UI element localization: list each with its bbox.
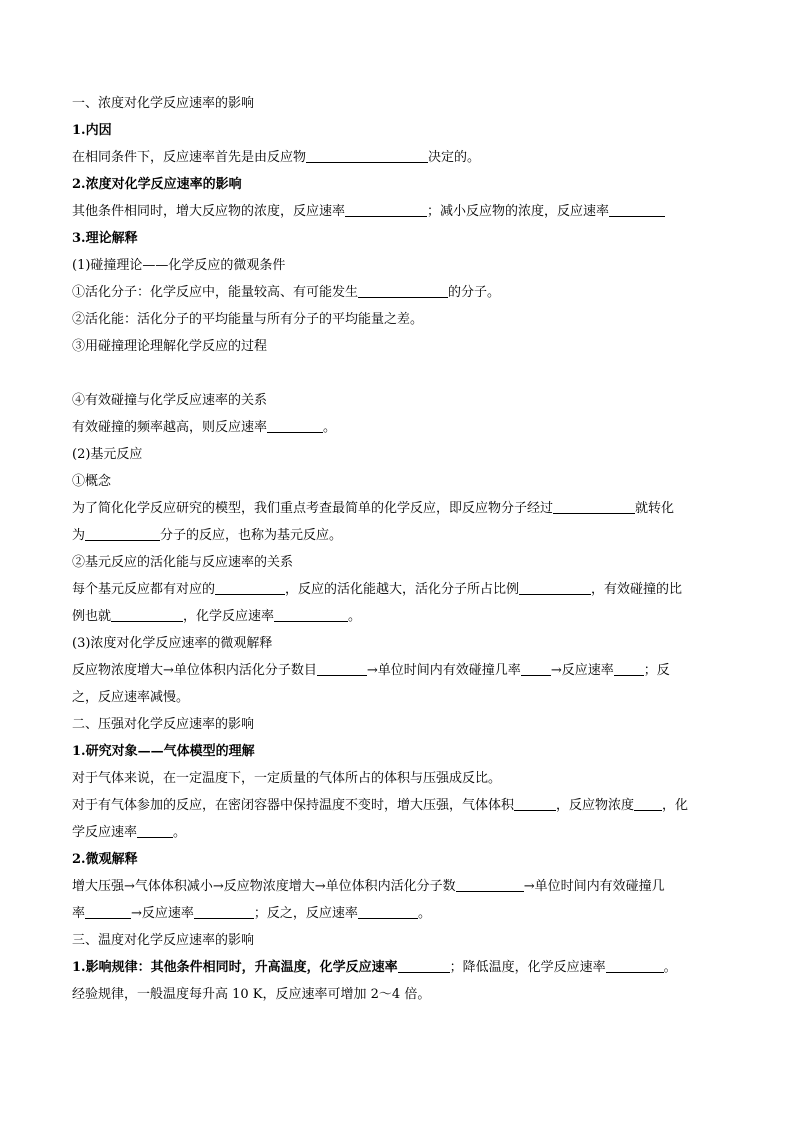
line-gas-model-2 xyxy=(72,792,724,819)
text: ，化学反应速率 xyxy=(183,609,275,624)
fill-blank[interactable] xyxy=(606,958,664,973)
text: ；反之，反应速率 xyxy=(253,906,358,921)
heading-pressure-micro: 2.微观解释 xyxy=(72,852,138,867)
line-pressure-micro-2 xyxy=(72,900,724,927)
line-temperature-rule xyxy=(72,954,724,981)
fill-blank[interactable] xyxy=(111,607,183,622)
text: 。 xyxy=(323,420,337,435)
heading-gas-model: 1.研究对象——气体模型的理解 xyxy=(72,744,255,759)
line-activation-rate-relation: ②基元反应的活化能与反应速率的关系 xyxy=(72,555,294,570)
text: ；减小反应物的浓度，反应速率 xyxy=(427,204,610,219)
section-2-title: 二、压强对化学反应速率的影响 xyxy=(72,717,255,732)
fill-blank[interactable] xyxy=(519,580,591,595)
line-concept: ①概念 xyxy=(72,474,112,489)
line-relation-1 xyxy=(72,576,724,603)
section-1-title: 一、浓度对化学反应速率的影响 xyxy=(72,96,255,111)
fill-blank[interactable] xyxy=(317,661,367,676)
line-gas-model-1: 对于气体来说，在一定温度下，一定质量的气体所占的体积与压强成反比。 xyxy=(72,771,502,786)
text: →反应速率 xyxy=(131,906,194,921)
fill-blank[interactable] xyxy=(194,904,254,919)
text: →单位时间内有效碰撞几 xyxy=(523,879,665,894)
document-page xyxy=(72,90,724,1008)
text: 分子的反应，也称为基元反应。 xyxy=(160,528,343,543)
text: 决定的。 xyxy=(428,150,481,165)
text: 。 xyxy=(417,906,431,921)
line-empirical-rule: 经验规律，一般温度每升高 10 K，反应速率可增加 2～4 倍。 xyxy=(72,987,431,1002)
heading-collision-theory: (1)碰撞理论——化学反应的微观条件 xyxy=(72,258,286,273)
fill-blank[interactable] xyxy=(456,877,524,892)
fill-blank[interactable] xyxy=(85,526,160,541)
text: →单位时间内有效碰撞几率 xyxy=(366,663,521,678)
line-activation-energy: ②活化能：活化分子的平均能量与所有分子的平均能量之差。 xyxy=(72,312,424,327)
heading-micro-explanation: (3)浓度对化学反应速率的微观解释 xyxy=(72,636,273,651)
text: 增大压强→气体体积减小→反应物浓度增大→单位体积内活化分子数 xyxy=(72,879,456,894)
text: 其他条件相同时，增大反应物的浓度，反应速率 xyxy=(72,204,346,219)
text: ，反应物浓度 xyxy=(556,798,635,813)
heading-internal-cause: 1.内因 xyxy=(72,123,112,138)
text: 学反应速率 xyxy=(72,825,138,840)
text: 为 xyxy=(72,528,86,543)
text: 每个基元反应都有对应的 xyxy=(72,582,216,597)
text: ，有效碰撞的比 xyxy=(591,582,683,597)
text: ，化 xyxy=(662,798,689,813)
line-micro-1 xyxy=(72,657,724,684)
text: 为了简化化学反应研究的模型，我们重点考查最简单的化学反应，即反应物分子经过 xyxy=(72,501,554,516)
line-gas-model-3 xyxy=(72,819,724,846)
fill-blank[interactable] xyxy=(521,661,551,676)
text: →反应速率 xyxy=(550,663,614,678)
line-effective-collision: ④有效碰撞与化学反应速率的关系 xyxy=(72,393,268,408)
line-micro-2: 之，反应速率减慢。 xyxy=(72,690,190,705)
line-relation-2 xyxy=(72,603,724,630)
line-effective-collision-rate xyxy=(72,414,724,441)
text: ；降低温度，化学反应速率 xyxy=(449,960,606,975)
fill-blank[interactable] xyxy=(358,904,418,919)
text: 。 xyxy=(663,960,677,975)
text: 率 xyxy=(72,906,86,921)
text: 就转化 xyxy=(635,501,675,516)
fill-blank[interactable] xyxy=(215,580,285,595)
fill-blank[interactable] xyxy=(614,661,644,676)
line-pressure-micro-1 xyxy=(72,873,724,900)
line-concentration-effect xyxy=(72,198,724,225)
heading-concentration-effect: 2.浓度对化学反应速率的影响 xyxy=(72,177,242,192)
line-activated-molecule xyxy=(72,279,724,306)
fill-blank[interactable] xyxy=(306,148,428,163)
text: 1.影响规律：其他条件相同时，升高温度，化学反应速率 xyxy=(72,960,398,975)
fill-blank[interactable] xyxy=(137,823,173,838)
line-collision-process: ③用碰撞理论理解化学反应的过程 xyxy=(72,339,268,354)
text: 对于有气体参加的反应，在密闭容器中保持温度不变时，增大压强，气体体积 xyxy=(72,798,515,813)
fill-blank[interactable] xyxy=(514,796,556,811)
fill-blank[interactable] xyxy=(609,202,665,217)
figure-space xyxy=(72,360,724,387)
text: 。 xyxy=(173,825,187,840)
fill-blank[interactable] xyxy=(634,796,662,811)
text: ；反 xyxy=(643,663,670,678)
text: 有效碰撞的频率越高，则反应速率 xyxy=(72,420,268,435)
section-3-title: 三、温度对化学反应速率的影响 xyxy=(72,933,255,948)
text: 反应物浓度增大→单位体积内活化分子数目 xyxy=(72,663,317,678)
fill-blank[interactable] xyxy=(267,418,323,433)
text: 在相同条件下，反应速率首先是由反应物 xyxy=(72,150,307,165)
heading-theory: 3.理论解释 xyxy=(72,231,138,246)
fill-blank[interactable] xyxy=(85,904,131,919)
text: 例也就 xyxy=(72,609,112,624)
text: 的分子。 xyxy=(448,285,501,300)
fill-blank[interactable] xyxy=(398,958,450,973)
text: 。 xyxy=(348,609,362,624)
line-internal-cause xyxy=(72,144,724,171)
fill-blank[interactable] xyxy=(345,202,427,217)
fill-blank[interactable] xyxy=(553,499,635,514)
text: ，反应的活化能越大，活化分子所占比例 xyxy=(285,582,520,597)
text: ①活化分子：化学反应中，能量较高、有可能发生 xyxy=(72,285,359,300)
heading-elementary-reaction: (2)基元反应 xyxy=(72,447,143,462)
line-concept-2 xyxy=(72,522,724,549)
fill-blank[interactable] xyxy=(274,607,348,622)
line-concept-1 xyxy=(72,495,724,522)
fill-blank[interactable] xyxy=(358,283,448,298)
